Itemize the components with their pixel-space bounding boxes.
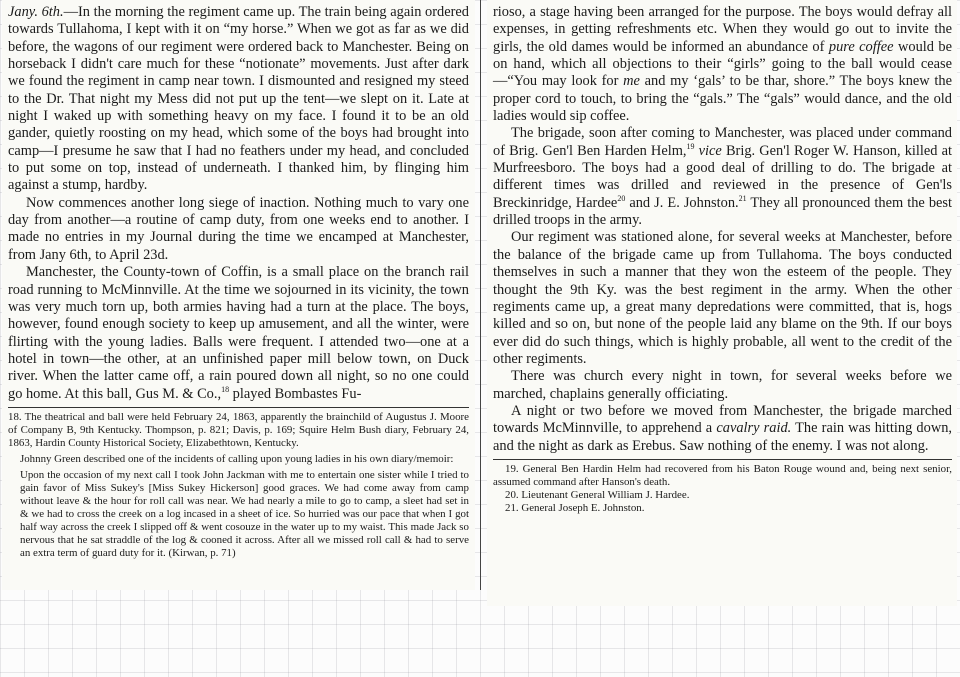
right-body-text — [493, 4, 952, 455]
left-body-text — [8, 4, 469, 403]
left-footnotes — [8, 411, 469, 561]
footnote-ref-20: 20 — [617, 193, 626, 203]
footnote-rule — [8, 407, 469, 408]
emphasis-text: cavalry raid. — [716, 420, 792, 437]
footnote-ref-21: 21 — [738, 193, 747, 203]
footnote-rule — [493, 459, 952, 460]
footnote-ref-19: 19 — [686, 141, 695, 151]
column-divider — [480, 0, 481, 590]
emphasis-text: vice — [698, 142, 722, 159]
right-page-column — [487, 0, 957, 606]
footnote-19: 19. General Ben Hardin Helm had recovered from his Baton Rouge wound and, being next senior, assumed command after Hanson's death. — [493, 462, 952, 488]
paragraph-brigade — [493, 125, 952, 229]
right-footnotes — [493, 463, 952, 515]
paragraph-regiment: Our regiment was stationed alone, for several weeks at Manchester, before the balance of the brigade came up from Tullahoma. The boys conducted themselves in such a manner that they won the esteem of the people. They thought the 9th Ky. was the best regiment in the army. When the other regiments came up, a great many depredations were committed, that is, hogs killed and so on, but none of the people laid any blame on the 9th. If our boys ever did do such things, which is highly probable, all went to the credit of the other regiments. — [493, 229, 952, 367]
footnote-18: 18. The theatrical and ball were held February 24, 1863, apparently the brainchild of Augustus J. Moore of Company B, 9th Kentucky. Thompson, p. 821; Davis, p. 169; Squire Helm Bush diary, February 24, 1863, Hardin County Historical Society, Elizabethtown, Kentucky. — [8, 410, 469, 449]
paragraph-inaction: Now commences another long siege of inaction. Nothing much to vary one day from another—a routine of camp duty, from one weeks end to another. I made no entries in my Journal during the time we encamped at Manchester, from Jany 6th, to April 23d. — [8, 194, 469, 263]
paragraph-text: and my ‘gals’ to be thar, shore.” The boys knew the proper cord to touch, to bring the “gals.” The “gals” would dance, and the old ladies would sip coffee. — [493, 73, 952, 125]
footnote-ref-18: 18 — [221, 384, 230, 394]
paragraph-church: There was church every night in town, for several weeks before we marched, chaplains generally officiating. — [493, 368, 952, 402]
left-page-column — [2, 0, 475, 590]
paragraph-manchester — [8, 264, 469, 403]
paragraph-text: —In the morning the regiment came up. The train being again ordered towards Tullahoma, I kept with it on “my horse.” When we got as far as we did before, the wagons of our regiment were ordered back to Manchester. Being on horseback I didn't care much for these “notionate” movements. Just after dark we found the regiment in camp near town. I dismounted and resigned my steed to the Dr. That night my Mess did not put up the tent—we slept on it. Late at night I waked up with something heavy on my face. I found it to be an old gander, quietly roosting on my head, which some of the boys had brought into camp—I presume he saw that I had no feathers under my head, and concluded to put some on top, instead of underneath. I thanked him, by flinging him against a stump, hardby. — [8, 4, 470, 194]
date-heading: Jany. 6th. — [8, 4, 64, 20]
footnote-18-quote: Upon the occasion of my next call I took John Jackman with me to entertain one sister while I tried to gain favor of Miss Sukey's [Miss Sukey Hickerson] good graces. We had come away from camp without leave & the hour for roll call was near. We had nearly a mile to go to camp, a sleet had set in & we had to cross the creek on a log incased in a sheet of ice. So hurried was our pace that when I got half way across the creek I slipped off & went cosouze in the water up to my waist. This made Jack so nervous that he sat straddle of the log & cooned it across. After all we missed roll call & had to serve an extra term of guard duty for it. (Kirwan, p. 71) — [20, 469, 469, 560]
paragraph-text: A night or two before we moved from Manchester, the brigade marched towards McMinnville, to apprehend a — [493, 402, 952, 437]
footnote-18-continued: Johnny Green described one of the incidents of calling upon young ladies in his own diary/memoir: — [20, 453, 454, 466]
paragraph-text: The rain was hitting down, and the night as dark as Erebus. Saw nothing of the enemy. I was not along. — [493, 420, 953, 454]
paragraph-bombastes — [493, 4, 952, 125]
paragraph-text: rioso, a stage having been arranged for the purpose. The boys would defray all expenses, in getting refreshments etc. When they would go out to invite the girls, the old dames would be informed an abundance of — [493, 4, 952, 55]
paragraph-cavalry-raid — [493, 403, 952, 455]
footnote-21: 21. General Joseph E. Johnston. — [505, 502, 645, 515]
emphasis-text: me — [623, 73, 640, 90]
paragraph-text: and J. E. Johnston. — [625, 194, 739, 211]
paragraph-text: Manchester, the County-town of Coffin, is a small place on the branch rail road running to McMinnville. At the time we sojourned in its vicinity, the town was very much torn up, both armies having had a turn at the place. The boys, however, found enough society to keep up amusement, and all the winter, were flirting with the young ladies. Balls were frequent. I attended two—one at a hotel in town—the other, at an unfinished paper mill below town, on Duck river. When the latter came off, a rain poured down all night, so no one could go home. At this ball, Gus M. & Co., — [8, 264, 469, 402]
footnote-20: 20. Lieutenant General William J. Hardee. — [505, 489, 690, 502]
paragraph-text: would be on hand, which all objections to their “girls” going to the ball would cease—“You may look for — [493, 38, 952, 90]
emphasis-text: pure coffee — [828, 38, 894, 55]
paragraph-text: Brig. Gen'l Roger W. Hanson, killed at Murfreesboro. The boys had a good deal of drilling to do. The brigade at different times was drilled and reviewed in the presence of Gen'ls Breckinridge, Hardee — [493, 142, 953, 211]
paragraph-text: They all pronounced them the best drilled troops in the army. — [493, 194, 953, 229]
paragraph-jany-6th — [8, 4, 469, 195]
paragraph-text: The brigade, soon after coming to Manchester, was placed under command of Brig. Gen'l Ben Harden Helm, — [493, 125, 952, 159]
paragraph-text: played Bombastes Fu- — [229, 385, 362, 402]
